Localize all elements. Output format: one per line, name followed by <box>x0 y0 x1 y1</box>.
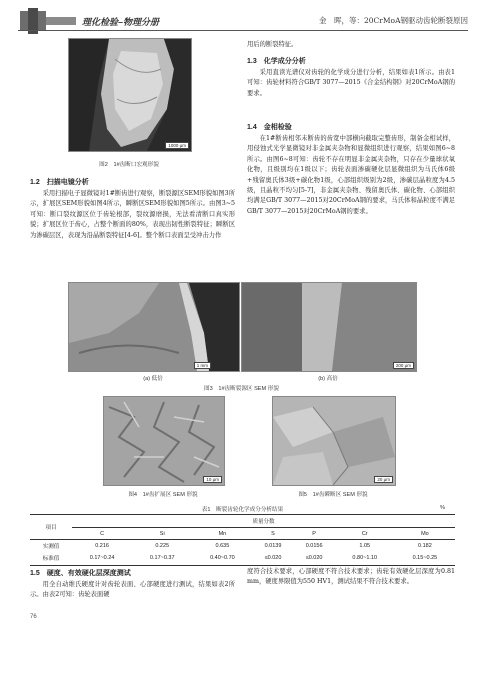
table-row-standard <box>30 552 455 565</box>
figure-3a-label: (a) 低倍 <box>143 376 163 382</box>
cell: 0.15~0.25 <box>412 555 438 562</box>
cell: 0.635 <box>215 542 230 549</box>
figure-3b-scale-bar: 200 μm <box>393 362 414 369</box>
figure-3a-image <box>68 282 240 372</box>
page-number: 76 <box>30 614 37 620</box>
section-1-3-text: 采用直读光谱仪对齿轮的化学成分进行分析，结果如表1所示。由表1可知：齿轮材料符合GB/T 3077—2015《合金结构钢》对20CrMoA钢的要求。 <box>247 69 455 97</box>
cell: ≤0.020 <box>305 555 323 562</box>
table-col-mo: Mo <box>421 530 429 537</box>
figure-5-image <box>272 396 396 486</box>
figure-3b-image <box>241 282 417 372</box>
figure-2-caption: 图2 1#齿断口宏观形貌 <box>99 162 159 168</box>
figure-3-caption: 图3 1#齿断裂源区 SEM 形貌 <box>204 386 279 392</box>
figure-4-scale-bar: 10 μm <box>203 476 222 483</box>
figure-2-scale-bar: 1000 μm <box>165 142 189 149</box>
journal-name: 理化检验–物理分册 <box>82 17 160 27</box>
cell: 0.216 <box>95 542 109 549</box>
section-1-5-text-right: 度符合技术要求，心部硬度不符合技术要求；齿轮有效硬化层深度为0.81 mm，硬度界限值为550 HV1，测试结果不符合技术要求。 <box>247 568 455 586</box>
section-1-4-heading: 1.4 金相检验 <box>247 124 292 131</box>
section-1-3-heading: 1.3 化学成分分析 <box>247 58 306 65</box>
figure-4-caption: 图4 1#齿扩展区 SEM 形貌 <box>128 492 198 498</box>
cell: 0.0139 <box>264 542 282 549</box>
header-rule <box>18 30 468 31</box>
figure-4-image <box>103 396 225 486</box>
cell: 0.225 <box>155 542 170 549</box>
table-row-measured <box>30 539 455 552</box>
table-col-c: C <box>100 530 105 537</box>
table-col-group: 质量分数 <box>72 515 455 528</box>
table-col-item: 项目 <box>30 515 72 540</box>
table-col-p: P <box>312 530 316 537</box>
table-col-s: S <box>271 530 275 537</box>
figure-5-scale-bar: 20 μm <box>374 476 393 483</box>
cell: 1.05 <box>359 542 371 549</box>
figure-3b-label: (b) 高倍 <box>318 376 338 382</box>
row-label: 标准值 <box>42 556 60 563</box>
figure-2-image <box>68 38 192 152</box>
continued-text: 用后的断裂特征。 <box>247 41 298 48</box>
running-title: 金 晖，等：20CrMoA钢驱动齿轮断裂原因 <box>319 16 468 25</box>
table-1-caption: 表1 断裂齿轮化学成分分析结果 <box>201 507 284 513</box>
cell: ≤0.020 <box>264 555 282 562</box>
figure-3a-scale-bar: 1 mm <box>194 362 211 369</box>
table-col-si: Si <box>159 530 165 537</box>
table-col-mn: Mn <box>218 530 227 537</box>
cell: 0.17~0.37 <box>149 555 175 562</box>
cell: 0.17~0.24 <box>89 555 115 562</box>
row-label: 实测值 <box>42 543 60 550</box>
table-1 <box>30 514 455 566</box>
cell: 0.80~1.10 <box>352 555 378 562</box>
figure-5-caption: 图5 1#齿瞬断区 SEM 形貌 <box>298 492 368 498</box>
section-1-2-text: 采用扫描电子显微镜对1#断齿进行观察，断裂源区SEM形貌如图3所示，扩展区SEM形貌如图4所示，瞬断区SEM形貌如图5所示。由图3~5可知：断口裂纹源区位于齿轮根部，裂纹源磨损，无法看清断口真实形貌；扩展区位于齿心，占整个断面的80%，表现出韧性断裂特征；瞬断区为渗碳层区，表现为沿晶断裂特征[4-6]。整个断口表面呈受冲击力作 <box>30 190 235 239</box>
table-1-unit: % <box>440 505 445 511</box>
table-col-cr: Cr <box>361 530 368 537</box>
section-1-4-text: 在1#断齿相邻未断齿的齿宽中部横向截取完整齿形，制备金相试样，用侵蚀式光学显微镜对非金属夹杂物和显微组织进行观察，结果如图6~8所示。由图6~8可知：齿轮不存在明显非金属夹杂物，只存在少量球状氧化物，且级别均在1级以下；齿轮表面渗碳硬化层显微组织为马氏体6级+残留奥氏体3级+碳化物1级，心部组织级别为2级，渗碳层晶粒度为4.5级，且晶粒不均匀[5-7]，非金属夹杂物、残留奥氏体、碳化物、心部组织均满足GB/T 3077—2015对20CrMoA钢的要求，马氏体和晶粒度不满足GB/T 3077—2015对20CrMoA钢的要求。 <box>247 135 455 215</box>
section-1-2-heading: 1.2 扫描电镜分析 <box>30 179 89 186</box>
cell: 0.182 <box>418 542 432 549</box>
cell: 0.0156 <box>305 542 323 549</box>
section-1-5-heading: 1.5 硬度、有效硬化层深度测试 <box>30 570 131 577</box>
section-1-5-text-left: 用全自动维氏硬度计对齿轮表面、心部硬度进行测试，结果如表2所示。由表2可知：齿轮表面硬 <box>30 581 235 599</box>
cell: 0.40~0.70 <box>210 555 235 562</box>
